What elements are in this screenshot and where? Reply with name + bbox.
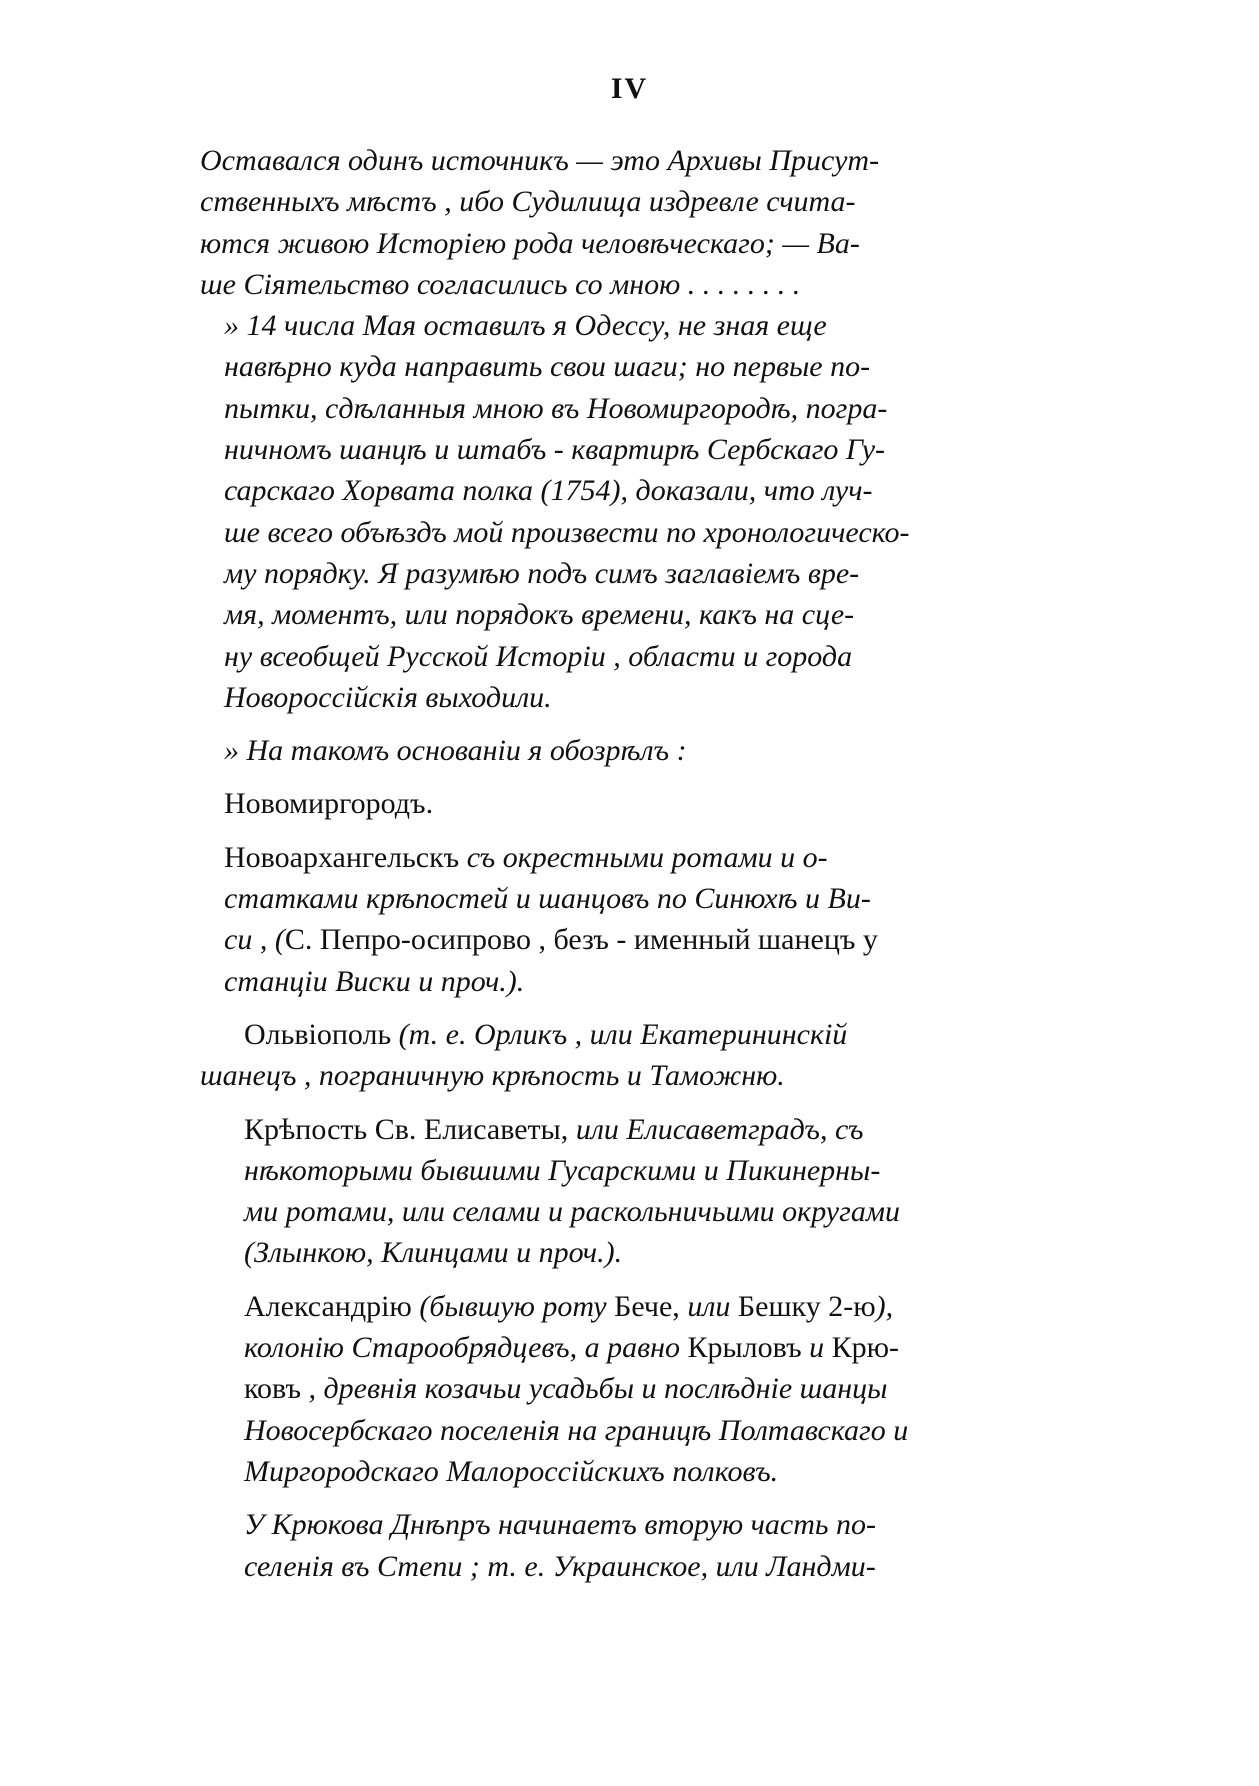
- text-line: » 14 числа Мая оставилъ я Одессу, не зная еще: [224, 309, 827, 343]
- place-name: Крыловъ: [687, 1331, 802, 1365]
- text-fragment: или Елисаветградъ, съ: [568, 1112, 864, 1146]
- text-line: У Крюкова Днѣпръ начинаетъ вторую часть по-: [244, 1508, 877, 1542]
- text-line: Оставался одинъ источникъ — это Архивы Присут-: [200, 144, 880, 177]
- place-name: Бешку 2-ю: [737, 1289, 876, 1323]
- text-fragment: или: [679, 1289, 738, 1323]
- page-text: [200, 140, 1080, 1587]
- text-line: ну всеобщей Русской Исторіи , области и города: [224, 639, 853, 673]
- page-number: IV: [610, 72, 649, 105]
- text-line: селенія въ Степи ; т. е. Украинское, или Ландми-: [244, 1549, 876, 1583]
- text-line: (Злынкою, Клинцами и проч.).: [244, 1236, 623, 1270]
- list-item-olviopol: [200, 1014, 1080, 1097]
- list-item-novomirgorod: [200, 783, 1080, 824]
- text-fragment: (т. е. Орликъ , или Екатерининскій: [391, 1017, 848, 1051]
- text-line: ничномъ шанцѣ и штабъ - квартирѣ Сербскаго Гу-: [224, 433, 886, 467]
- text-line: пытки, сдѣланныя мною въ Новомиргородѣ, погра-: [224, 391, 888, 425]
- list-item-elisavetgrad: [200, 1109, 1080, 1274]
- text-line: ше всего объѣздъ мой произвести по хронологическо-: [224, 515, 910, 549]
- list-item-aleksandriya: [200, 1286, 1080, 1492]
- place-name: Александрію: [244, 1289, 412, 1323]
- text-line: [200, 1014, 1080, 1055]
- text-fragment: (бывшую роту: [411, 1289, 615, 1323]
- text-fragment: ),: [875, 1289, 894, 1323]
- text-fragment: си , (: [224, 923, 285, 957]
- text-line: навѣрно куда направить свои шаги; но первые по-: [224, 350, 871, 384]
- text-line: нѣкоторыми бывшими Гусарскими и Пикинерны-: [244, 1153, 881, 1187]
- place-name: Крю-: [831, 1331, 900, 1365]
- place-name: Крѣпость Св. Елисаветы,: [244, 1112, 569, 1146]
- text-line: [200, 1109, 1080, 1150]
- list-item-novoarkhangelsk: [200, 837, 1080, 1002]
- text-fragment: С. Пепро-осипрово , безъ - именный шанецъ у: [284, 923, 878, 957]
- text-line: » На такомъ основаніи я обозрѣлъ :: [224, 734, 687, 768]
- text-fragment: колонію Старообрядцевъ, а равно: [244, 1331, 688, 1365]
- text-line: ми ротами, или селами и раскольничьими округами: [244, 1195, 900, 1229]
- text-fragment: и: [801, 1331, 832, 1365]
- paragraph-intro-list: [200, 730, 1080, 771]
- place-name: Бече,: [614, 1289, 680, 1323]
- text-line: шанецъ , пограничную крѣпость и Таможню.: [200, 1059, 785, 1093]
- paragraph-kryukov: [200, 1504, 1080, 1587]
- text-line: [200, 1327, 1080, 1368]
- text-line: мя, моментъ, или порядокъ времени, какъ на сце-: [224, 598, 855, 632]
- text-line: ственныхъ мѣстъ , ибо Судилища издревле счита-: [200, 185, 856, 219]
- text-fragment: съ окрестными ротами и о-: [459, 840, 828, 874]
- text-line: ются живою Исторіею рода человѣческаго; — Ва-: [200, 226, 860, 260]
- text-line: Новосербскаго поселенія на границѣ Полтавскаго и: [244, 1413, 909, 1447]
- text-line: [200, 919, 1080, 960]
- text-line: Новомиргородъ.: [224, 787, 434, 821]
- text-line: Миргородскаго Малороссійскихъ полковъ.: [244, 1454, 779, 1488]
- text-line: ше Сіятельство согласились со мною . . . . . . . .: [200, 267, 801, 301]
- text-line: статками крѣпостей и шанцовъ по Синюхѣ и Ви-: [224, 882, 871, 916]
- text-line: [200, 837, 1080, 878]
- place-name: Новоархангельскъ: [224, 840, 460, 874]
- text-line: Новороссійскія выходили.: [224, 680, 552, 714]
- text-line: [200, 1286, 1080, 1327]
- paragraph-journey: [200, 305, 1080, 718]
- text-line: сарскаго Хорвата полка (1754), доказали, что луч-: [224, 474, 873, 508]
- paragraph-archives: [200, 140, 1080, 305]
- text-line: му порядку. Я разумѣю подъ симъ заглавіемъ вре-: [224, 556, 860, 590]
- text-fragment: , древнія козачьи усадьбы и послѣдніе шанцы: [300, 1372, 888, 1406]
- text-line: станціи Виски и проч.).: [224, 964, 525, 998]
- text-line: [200, 1368, 1080, 1409]
- place-name: ковъ: [244, 1372, 301, 1406]
- place-name: Ольвіополь: [244, 1017, 392, 1051]
